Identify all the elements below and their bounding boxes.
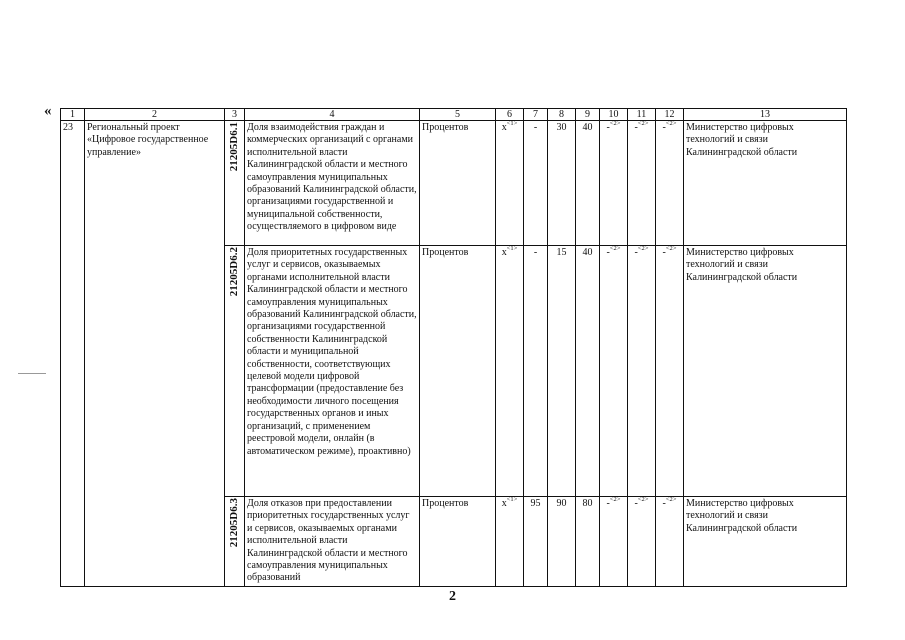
header-cell: 5: [420, 109, 496, 121]
value-col12: -$^{<2>}$: [656, 246, 684, 497]
header-cell: 12: [656, 109, 684, 121]
value-col9: 40: [576, 121, 600, 246]
indicator-name: Доля взаимодействия граждан и коммерческих организаций с органами исполнительной власти Калининградской области и местного самоуправления муниципальных образований Калининградской области, организациями государственной и муниципальной собственности, осуществляемого в цифровом виде: [245, 121, 420, 246]
indicator-code: 21205D6.2: [228, 247, 241, 297]
value-col9: 40: [576, 246, 600, 497]
header-cell: 6: [496, 109, 524, 121]
value-col10: -$^{<2>}$: [600, 497, 628, 587]
header-cell: 13: [684, 109, 847, 121]
value-col8: 30: [548, 121, 576, 246]
unit: Процентов: [420, 497, 496, 587]
value-col7: -: [524, 246, 548, 497]
header-cell: 11: [628, 109, 656, 121]
value-col6: $х^{<1>}$: [496, 497, 524, 587]
value-col7: 95: [524, 497, 548, 587]
indicator-code: 21205D6.1: [228, 122, 241, 172]
value-col12: -$^{<2>}$: [656, 121, 684, 246]
header-row: [61, 109, 847, 121]
indicator-code: 21205D6.3: [228, 498, 241, 548]
project-name: Региональный проект «Цифровое государственное управление»: [85, 121, 225, 587]
value-col6: $х^{<1>}$: [496, 246, 524, 497]
indicator-code-cell: [225, 497, 245, 587]
header-cell: 1: [61, 109, 85, 121]
table-row: [61, 121, 847, 246]
value-col8: 90: [548, 497, 576, 587]
responsible-body: Министерство цифровых технологий и связи Калининградской области: [684, 121, 847, 246]
header-cell: 10: [600, 109, 628, 121]
header-cell: 2: [85, 109, 225, 121]
indicator-name: Доля приоритетных государственных услуг и сервисов, оказываемых органами исполнительной власти Калининградской области и местного самоуправления муниципальных образований Калининградской области, организациями государственной собственности Калининградской области и муниципальной собственности, соответствующих целевой модели цифровой трансформации (предоставление без необходимости личного посещения государственных органов и иных организаций, с применением реестровой модели, онлайн (в автоматическом режиме), проактивно): [245, 246, 420, 497]
unit: Процентов: [420, 246, 496, 497]
value-col8: 15: [548, 246, 576, 497]
value-col7: -: [524, 121, 548, 246]
page-number: 2: [449, 589, 456, 604]
opening-quote-mark: «: [44, 103, 52, 119]
indicator-code-cell: [225, 121, 245, 246]
value-col11: -$^{<2>}$: [628, 497, 656, 587]
value-col12: -$^{<2>}$: [656, 497, 684, 587]
indicators-table: [60, 108, 847, 587]
value-col11: -$^{<2>}$: [628, 246, 656, 497]
responsible-body: Министерство цифровых технологий и связи Калининградской области: [684, 497, 847, 587]
header-cell: 4: [245, 109, 420, 121]
value-col11: -$^{<2>}$: [628, 121, 656, 246]
header-cell: 7: [524, 109, 548, 121]
value-col10: -$^{<2>}$: [600, 121, 628, 246]
responsible-body: Министерство цифровых технологий и связи Калининградской области: [684, 246, 847, 497]
value-col10: -$^{<2>}$: [600, 246, 628, 497]
header-cell: 8: [548, 109, 576, 121]
header-cell: 3: [225, 109, 245, 121]
indicator-name: Доля отказов при предоставлении приоритетных государственных услуг и сервисов, оказываемых органами исполнительной власти Калининградской области и местного самоуправления муниципальных образований: [245, 497, 420, 587]
project-number: 23: [61, 121, 85, 587]
header-cell: 9: [576, 109, 600, 121]
indicator-code-cell: [225, 246, 245, 497]
value-col9: 80: [576, 497, 600, 587]
unit: Процентов: [420, 121, 496, 246]
value-col6: $х^{<1>}$: [496, 121, 524, 246]
margin-divider: [18, 373, 46, 374]
